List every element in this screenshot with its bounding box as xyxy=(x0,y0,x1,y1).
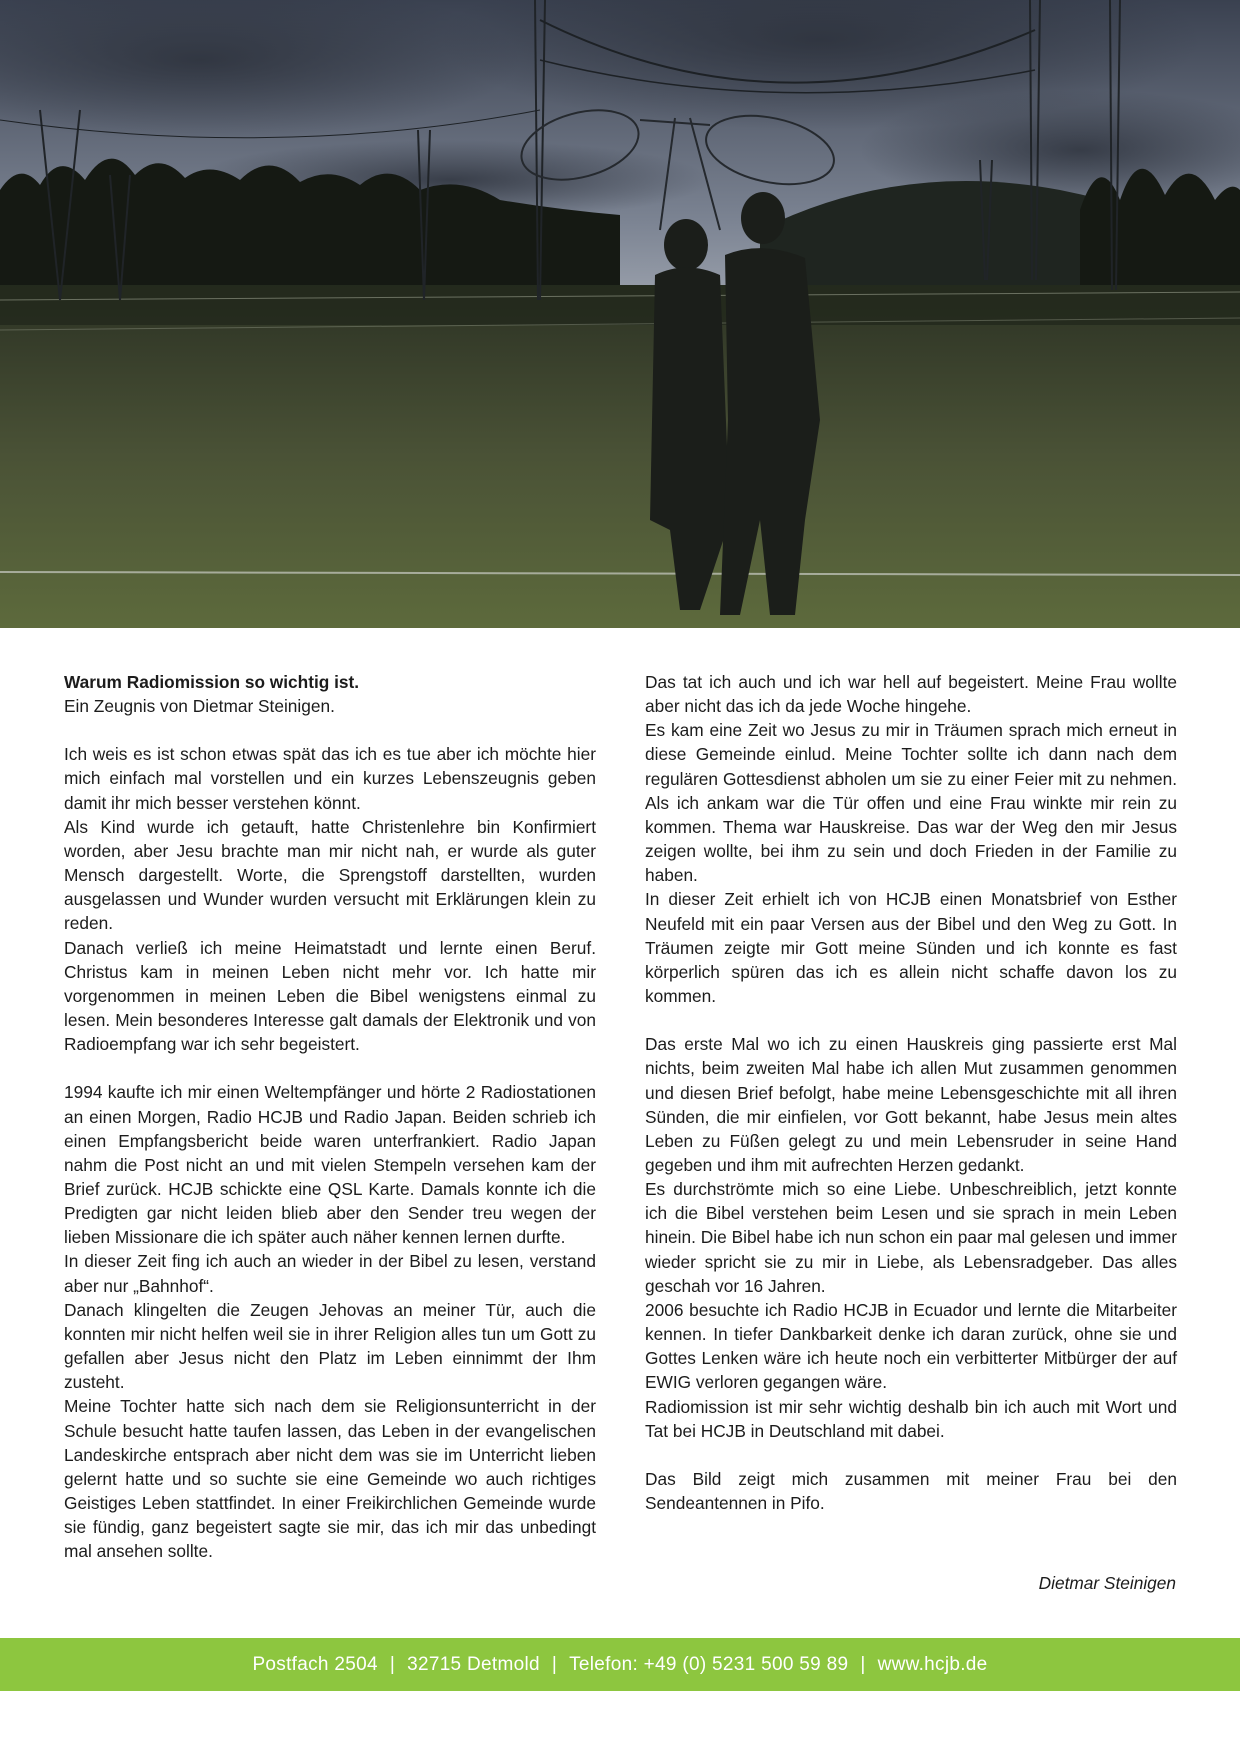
antenna-field-photo xyxy=(0,0,1240,628)
article-paragraph: Es kam eine Zeit wo Jesus zu mir in Träumen sprach mich erneut in diese Gemeinde einlud. Meine Tochter sollte ich dann nach dem regulären Gottesdienst abholen um sie zu einer Feier mit zu nehmen. Als ich ankam war die Tür offen und eine Frau winkte mir rein zu kommen. Thema war Hauskreise. Das war der Weg den mir Jesus zeigen wollte, bei ihm zu sein und doch Frieden in der Familie zu haben. xyxy=(645,720,1177,886)
header-photo xyxy=(0,0,1240,628)
article-paragraph: Ein Zeugnis von Dietmar Steinigen. xyxy=(64,696,335,717)
article-paragraph: 2006 besuchte ich Radio HCJB in Ecuador und lernte die Mitarbeiter kennen. In tiefer Dankbarkeit denke ich daran zurück, ohne sie und Gottes Lenken wäre ich heute noch ein verbitterter Mitbürger der auf EWIG verloren gegangen wäre. xyxy=(645,1299,1177,1393)
article-paragraph: In dieser Zeit fing ich auch an wieder in der Bibel zu lesen, verstand aber nur „Bahnhof“. xyxy=(64,1251,596,1296)
article-paragraph: Danach verließ ich meine Heimatstadt und lernte einen Beruf. Christus kam in meinen Leben nicht mehr vor. Ich hatte mir vorgenommen in meinen Leben die Bibel wenigstens einmal zu lesen. Mein besonderes Interesse galt damals der Elektronik und von Radioempfang war ich sehr begeistert. xyxy=(64,937,596,1055)
paragraph-spacer xyxy=(64,718,596,742)
footer-separator: | xyxy=(551,1653,558,1675)
article-left-column xyxy=(64,670,596,1563)
article-paragraph: Als Kind wurde ich getauft, hatte Christenlehre bin Konfirmiert worden, aber Jesu brachte man mir nicht nah, er wurde als guter Mensch dargestellt. Worte, die Sprengstoff darstellten, wurden ausgelassen und Wunder wurden versucht mit Erklärungen klein zu reden. xyxy=(64,816,596,934)
article-paragraph: Das tat ich auch und ich war hell auf begeistert. Meine Frau wollte aber nicht das ich da jede Woche hingehe. xyxy=(645,672,1177,717)
article-paragraph: Das Bild zeigt mich zusammen mit meiner Frau bei den Sendeantennen in Pifo. xyxy=(645,1468,1177,1513)
article-paragraph: 1994 kaufte ich mir einen Weltempfänger und hörte 2 Radiostationen an einen Morgen, Radio HCJB und Radio Japan. Beiden schrieb ich einen Empfangsbericht beide waren unterfrankiert. Radio Japan nahm die Post nicht an und mit vielen Stempeln versehen kam der Brief zurück. HCJB schickte eine QSL Karte. Damals konnte ich die Predigten gar nicht leiden blieb aber den Sender treu wegen der lieben Missionare die ich später auch näher kennen lernen durfte. xyxy=(64,1082,596,1248)
paragraph-spacer xyxy=(64,1056,596,1080)
article-paragraph: Meine Tochter hatte sich nach dem sie Religionsunterricht in der Schule besucht hatte taufen lassen, das Leben in der evangelischen Landeskirche entsprach aber nicht dem was sie im Unterricht lieben gelernt hatte und so suchte sie eine Gemeinde wo auch richtiges Geistiges Leben stattfindet. In einer Freikirchlichen Gemeinde wurde sie fündig, ganz begeistert sagte sie mir, das ich mir das unbedingt mal ansehen sollte. xyxy=(64,1396,596,1562)
article-paragraph: Radiomission ist mir sehr wichtig deshalb bin ich auch mit Wort und Tat bei HCJB in Deutschland mit dabei. xyxy=(645,1396,1177,1441)
footer-website-link[interactable]: www.hcjb.de xyxy=(877,1653,988,1675)
article-right-column xyxy=(645,670,1177,1515)
article-paragraph: Danach klingelten die Zeugen Jehovas an meiner Tür, auch die konnten mir nicht helfen weil sie in ihrer Religion alles tun um Gott zu gefallen aber Jesus nicht den Platz im Leben einnimmt der Ihm zusteht. xyxy=(64,1299,596,1393)
article-paragraph: Das erste Mal wo ich zu einen Hauskreis ging passierte erst Mal nichts, beim zweiten Mal habe ich allen Mut zusammen genommen und diesen Brief befolgt, habe meine Lebensgeschichte mit all ihren Sünden, die mir einfielen, vor Gott bekannt, habe Jesus mein altes Leben zu Füßen gelegt zu und mein Lebensruder in seine Hand gegeben und ihm mit aufrechten Herzen gedankt. xyxy=(645,1034,1177,1175)
footer-separator: | xyxy=(389,1653,396,1675)
footer-postcode-city: 32715 Detmold xyxy=(407,1653,540,1675)
article-paragraph: In dieser Zeit erhielt ich von HCJB einen Monatsbrief von Esther Neufeld mit ein paar Versen aus der Bibel und den Weg zu Gott. In Träumen zeigte mir Gott meine Sünden und ich konnte es fast körperlich spüren das ich es allein nicht schaffe davon los zu kommen. xyxy=(645,889,1177,1007)
author-signature: Dietmar Steinigen xyxy=(1038,1573,1176,1593)
footer-phone: Telefon: +49 (0) 5231 500 59 89 xyxy=(569,1653,849,1675)
contact-footer xyxy=(0,1638,1240,1691)
article-paragraph: Ich weis es ist schon etwas spät das ich es tue aber ich möchte hier mich einfach mal vorstellen und ein kurzes Lebenszeugnis geben damit ihr mich besser verstehen könnt. xyxy=(64,744,596,813)
paragraph-spacer xyxy=(645,1008,1177,1032)
footer-address: Postfach 2504 xyxy=(252,1653,378,1675)
article-paragraph: Es durchströmte mich so eine Liebe. Unbeschreiblich, jetzt konnte ich die Bibel verstehen beim Lesen und sie sprach in mein Leben hinein. Die Bibel habe ich nun schon ein paar mal gelesen und immer wieder spricht sie zu mir in Liebe, als Lebensradgeber. Das alles geschah vor 16 Jahren. xyxy=(645,1179,1177,1296)
footer-separator: | xyxy=(860,1653,866,1675)
article-title: Warum Radiomission so wichtig ist. xyxy=(64,672,360,692)
paragraph-spacer xyxy=(645,1443,1177,1467)
